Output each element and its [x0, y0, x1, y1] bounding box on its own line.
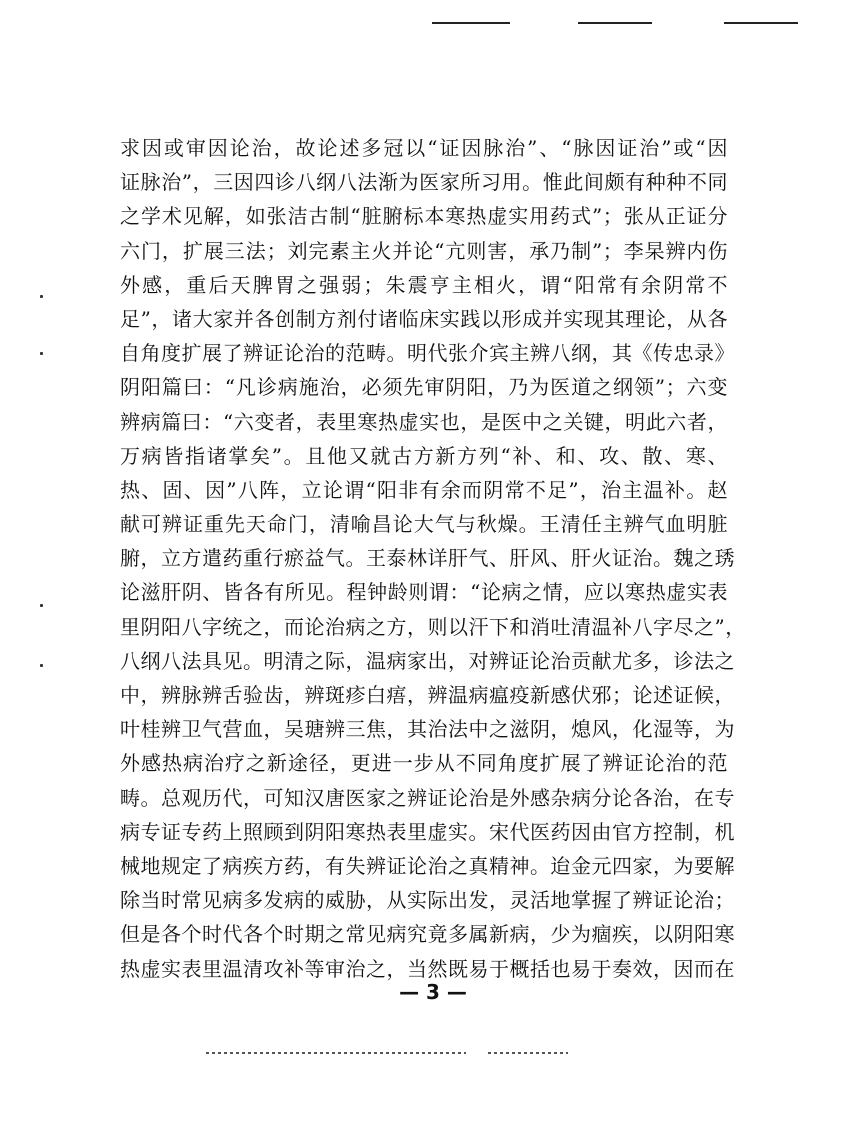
header-rule-1 [432, 22, 510, 24]
text-line: 自角度扩展了辨证论治的范畴。明代张介宾主辨八纲，其《传忠录》 [120, 341, 735, 366]
margin-mark [40, 604, 43, 607]
text-line: 辨病篇曰：“六变者，表里寒热虚实也，是医中之关键，明此六者， [120, 409, 728, 434]
text-line: 叶桂辨卫气营血，吴瑭辨三焦，其治法中之滋阴，熄风，化湿等，为 [120, 717, 735, 742]
text-line: 病专证专药上照顾到阴阳寒热表里虚实。宋代医药因由官方控制，机 [120, 819, 735, 844]
text-line: 外感，重后天脾胃之强弱；朱震亨主相火，谓“阳常有余阴常不 [120, 272, 728, 297]
text-line: 足”，诸大家并各创制方剂付诸临床实践以形成并实现其理论，从各 [120, 306, 728, 331]
text-line: 里阴阳八字统之，而论治病之方，则以汗下和消吐清温补八字尽之”， [120, 614, 746, 639]
text-line: 腑，立方遣药重行瘀益气。王泰林详肝气、肝风、肝火证治。魏之琇 [120, 546, 735, 571]
text-line: 六门，扩展三法；刘完素主火并论“亢则害，承乃制”；李杲辨内伤 [120, 238, 728, 263]
scan-artifact [206, 1052, 466, 1054]
text-line: 万病皆指诸掌矣”。且他又就古方新方列“补、和、攻、散、寒、 [120, 443, 728, 468]
text-line: 除当时常见病多发病的威胁，从实际出发，灵活地掌握了辨证论治； [120, 888, 735, 913]
text-line: 阴阳篇曰：“凡诊病施治，必须先审阴阳，乃为医道之纲领”；六变 [120, 375, 728, 400]
page-number: — 3 — [399, 980, 467, 1004]
scan-artifact [488, 1052, 568, 1054]
text-line: 之学术见解，如张洁古制“脏腑标本寒热虚实用药式”；张从正证分 [120, 204, 728, 229]
text-line: 热、固、因”八阵，立论谓“阳非有余而阴常不足”，治主温补。赵 [120, 477, 728, 502]
margin-mark [40, 352, 43, 355]
text-line: 畴。总观历代，可知汉唐医家之辨证论治是外感杂病分论各治，在专 [120, 785, 735, 810]
header-rule-3 [724, 22, 798, 24]
text-line: 械地规定了病疾方药，有失辨证论治之真精神。迨金元四家，为要解 [120, 853, 735, 878]
margin-mark [40, 664, 43, 667]
text-line: 外感热病治疗之新途径，更进一步从不同角度扩展了辨证论治的范 [120, 751, 728, 776]
text-line: 献可辨证重先天命门，清喻昌论大气与秋燥。王清任主辨气血明脏 [120, 512, 728, 537]
text-line: 但是各个时代各个时期之常见病究竟多属新病，少为痼疾，以阴阳寒 [120, 922, 735, 947]
text-line: 热虚实表里温清攻补等审治之，当然既易于概括也易于奏效，因而在 [120, 956, 735, 981]
body-text [120, 131, 746, 986]
text-line: 求因或审因论治，故论述多冠以“证因脉治”、“脉因证治”或“因 [120, 136, 728, 160]
text-line: 八纲八法具见。明清之际，温病家出，对辨证论治贡献尤多，诊法之 [120, 648, 735, 673]
margin-mark [40, 295, 43, 298]
header-rule-2 [578, 22, 652, 24]
text-line: 中，辨脉辨舌验齿，辨斑疹白痦，辨温病瘟疫新感伏邪；论述证候， [120, 683, 735, 707]
text-line: 证脉治”，三因四诊八纲八法渐为医家所习用。惟此间颇有种种不同 [120, 170, 728, 195]
text-line: 论滋肝阴、皆各有所见。程钟龄则谓：“论病之情，应以寒热虚实表 [120, 580, 728, 605]
